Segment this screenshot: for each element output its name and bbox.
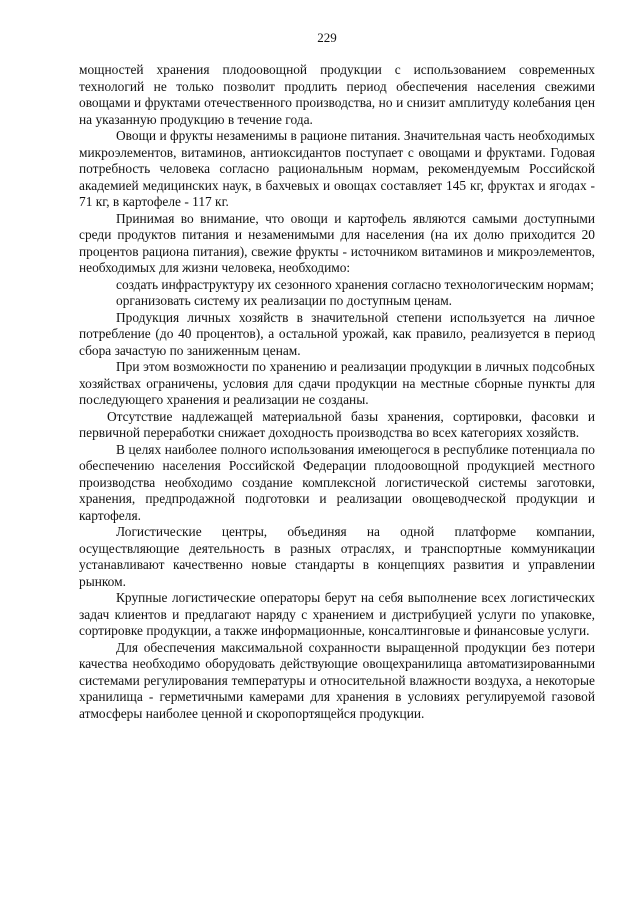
paragraph: Для обеспечения максимальной сохранности выращенной продукции без потери качества необходимо оборудовать действующие овощехранилища автоматизированными системами регулирования температуры и относительной влажности воздуха, а некоторые хранилища - герметичными камерами для хранения в условиях регулируемой газовой атмосферы наиболее ценной и скоропортящейся продукции. xyxy=(79,639,595,721)
paragraph: Продукция личных хозяйств в значительной степени используется на личное потребление (до 40 процентов), а остальной урожай, как правило, реализуется в период сбора зачастую по заниженным ценам. xyxy=(79,309,595,358)
document-body xyxy=(79,62,595,722)
paragraph: В целях наиболее полного использования имеющегося в республике потенциала по обеспечению населения Российской Федерации плодоовощной продукцией местного производства необходимо создание комплексной логистической системы заготовки, хранения, предпродажной подготовки и реализации овощеводческой продукции и картофеля. xyxy=(79,441,595,523)
paragraph: Логистические центры, объединяя на одной платформе компании, осуществляющие деятельность в разных отраслях, и транспортные коммуникации устанавливают качественно новые стандарты в концепциях развития и управлении рынком. xyxy=(79,524,595,589)
paragraph: Отсутствие надлежащей материальной базы хранения, сортировки, фасовки и первичной переработки снижает доходность производства во всех категориях хозяйств. xyxy=(79,408,595,440)
paragraph: мощностей хранения плодоовощной продукции с использованием современных технологий не только позволит продлить период обеспечения населения свежими овощами и фруктами отечественного производства, но и снизит амплитуду колебания цен на указанную продукцию в течение года. xyxy=(79,62,595,127)
paragraph: При этом возможности по хранению и реализации продукции в личных подсобных хозяйствах ограничены, условия для сдачи продукции на местные сборные пункты для последующего хранения и реализации не созданы. xyxy=(79,359,595,407)
paragraph: Принимая во внимание, что овощи и картофель являются самыми доступными среди продуктов питания и незаменимыми для населения (на их долю приходится 20 процентов рациона питания), свежие фрукты - источником витаминов и микроэлементов, необходимых для жизни человека, необходимо: xyxy=(79,210,595,275)
list-item: создать инфраструктуру их сезонного хранения согласно технологическим нормам; xyxy=(116,276,594,292)
document-page xyxy=(79,30,595,722)
paragraph: Овощи и фрукты незаменимы в рационе питания. Значительная часть необходимых микроэлементов, витаминов, антиоксидантов поступает с овощами и фруктами. Годовая потребность человека согласно рациональным нормам, рекомендуемым Российской академией медицинских наук, в бахчевых и овощах составляет 145 кг, фруктах и ягодах - 71 кг, в картофеле - 117 кг. xyxy=(79,128,595,209)
paragraph: Крупные логистические операторы берут на себя выполнение всех логистических задач клиентов и предлагают наряду с хранением и дистрибуцией услуги по упаковке, сортировке продукции, а также информационные, консалтинговые и финансовые услуги. xyxy=(79,590,595,638)
page-number: 229 xyxy=(317,30,337,45)
list-item: организовать систему их реализации по доступным ценам. xyxy=(116,293,453,308)
